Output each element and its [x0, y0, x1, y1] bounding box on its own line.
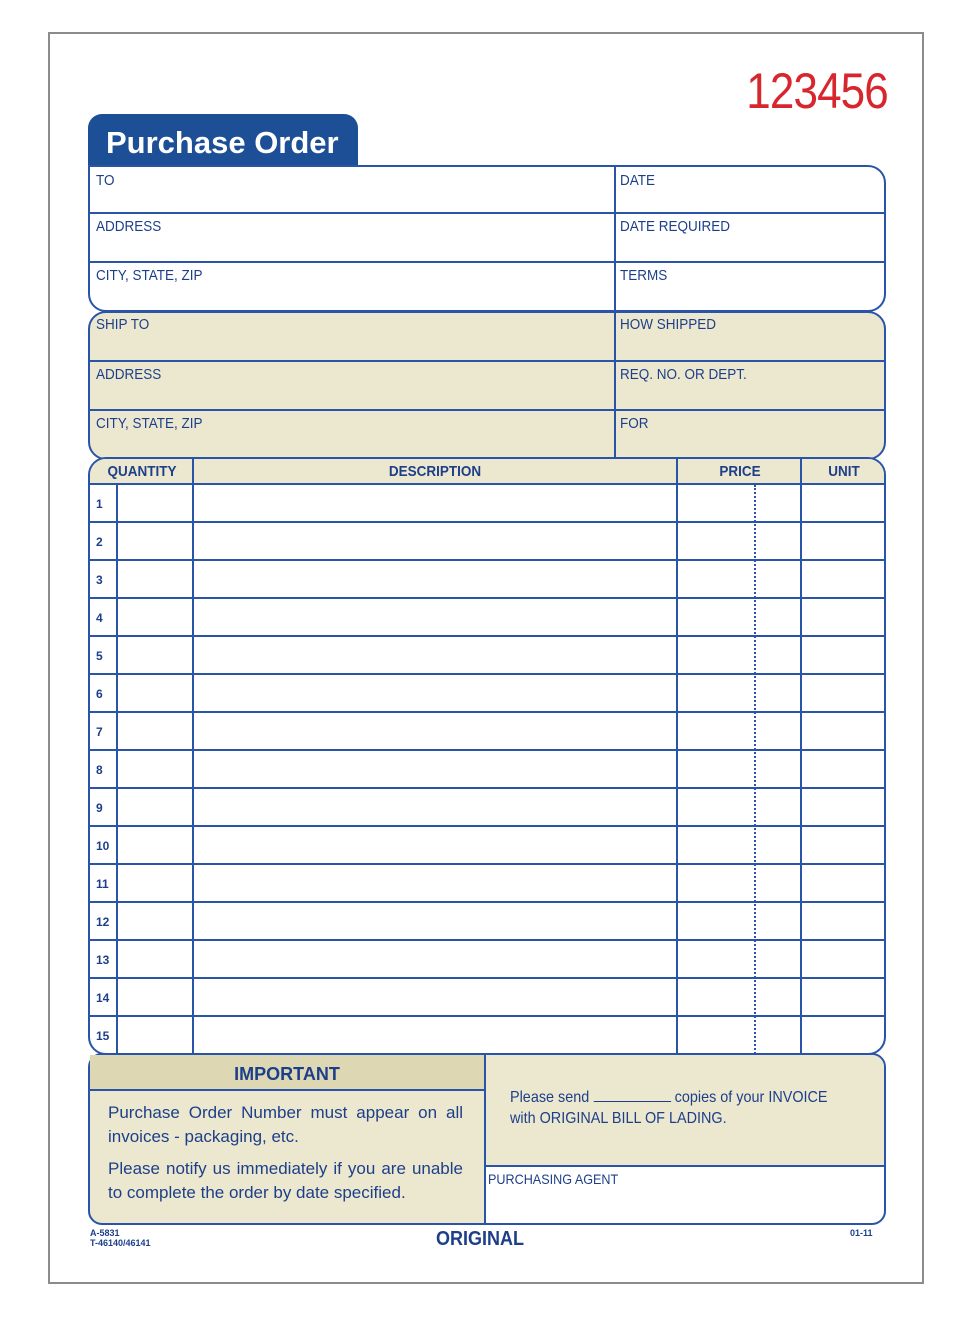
- divider: [90, 360, 884, 362]
- row-number: 13: [96, 953, 110, 967]
- table-row[interactable]: [90, 523, 884, 561]
- ship-address-field[interactable]: ADDRESS: [96, 366, 162, 383]
- important-heading: IMPORTANT: [90, 1055, 484, 1091]
- row-number: 10: [96, 839, 110, 853]
- purchasing-agent-field[interactable]: PURCHASING AGENT: [488, 1171, 619, 1187]
- for-field[interactable]: FOR: [620, 415, 649, 432]
- vendor-section: [88, 165, 886, 312]
- invoice-section: [484, 1053, 886, 1225]
- form-code-2: T-46140/46141: [90, 1238, 151, 1248]
- table-row[interactable]: [90, 789, 884, 827]
- po-number: 123456: [746, 63, 888, 119]
- divider: [90, 212, 884, 214]
- row-number: 9: [96, 801, 103, 815]
- table-row[interactable]: [90, 485, 884, 523]
- table-row[interactable]: [90, 979, 884, 1017]
- table-row[interactable]: [90, 561, 884, 599]
- row-number: 3: [96, 573, 103, 587]
- date-required-field[interactable]: DATE REQUIRED: [620, 218, 731, 235]
- table-row[interactable]: [90, 637, 884, 675]
- to-field[interactable]: TO: [96, 172, 115, 189]
- revision-code: 01-11: [850, 1228, 873, 1238]
- shipping-section: [88, 311, 886, 460]
- row-number: 8: [96, 763, 103, 777]
- copy-label: ORIGINAL: [436, 1228, 525, 1250]
- row-number: 2: [96, 535, 103, 549]
- row-number: 7: [96, 725, 103, 739]
- ship-to-field[interactable]: SHIP TO: [96, 316, 150, 333]
- vendor-address-field[interactable]: ADDRESS: [96, 218, 162, 235]
- important-section: [88, 1053, 486, 1225]
- price-cents-divider: [754, 485, 756, 1055]
- important-note-2: Please notify us immediately if you are unable to complete the order by date specified.: [108, 1159, 463, 1202]
- row-number: 1: [96, 497, 103, 511]
- items-table: [88, 457, 886, 1055]
- invoice-instructions: [486, 1055, 884, 1167]
- divider: [90, 409, 884, 411]
- unit-header: UNIT: [828, 463, 860, 480]
- row-number: 14: [96, 991, 110, 1005]
- invoice-line-2: with ORIGINAL BILL OF LADING.: [510, 1110, 727, 1127]
- column-divider: [800, 459, 802, 1055]
- table-row[interactable]: [90, 827, 884, 865]
- row-number: 11: [96, 877, 109, 891]
- ship-city-field[interactable]: CITY, STATE, ZIP: [96, 415, 203, 432]
- table-row[interactable]: [90, 865, 884, 903]
- row-number: 4: [96, 611, 103, 625]
- row-number: 15: [96, 1029, 110, 1043]
- quantity-header: QUANTITY: [107, 463, 177, 480]
- important-note-1: Purchase Order Number must appear on all invoices - packaging, etc.: [108, 1103, 463, 1146]
- column-divider: [116, 485, 118, 1055]
- divider: [614, 313, 616, 458]
- invoice-send-prefix: Please send: [510, 1089, 590, 1106]
- copies-blank[interactable]: [593, 1089, 670, 1102]
- description-header: DESCRIPTION: [388, 463, 482, 480]
- req-no-field[interactable]: REQ. NO. OR DEPT.: [620, 366, 747, 383]
- invoice-text: [510, 1087, 828, 1129]
- price-header: PRICE: [719, 463, 761, 480]
- column-divider: [192, 459, 194, 1055]
- divider: [614, 167, 616, 310]
- column-divider: [676, 459, 678, 1055]
- table-row[interactable]: [90, 1017, 884, 1055]
- form-code: A-5831: [90, 1228, 120, 1238]
- vendor-city-field[interactable]: CITY, STATE, ZIP: [96, 267, 203, 284]
- row-number: 6: [96, 687, 103, 701]
- table-row[interactable]: [90, 713, 884, 751]
- table-row[interactable]: [90, 903, 884, 941]
- how-shipped-field[interactable]: HOW SHIPPED: [620, 316, 717, 333]
- table-row[interactable]: [90, 599, 884, 637]
- form-title: Purchase Order: [88, 114, 358, 166]
- date-field[interactable]: DATE: [620, 172, 656, 189]
- table-row[interactable]: [90, 751, 884, 789]
- divider: [90, 261, 884, 263]
- table-header: [90, 459, 884, 485]
- table-row[interactable]: [90, 675, 884, 713]
- terms-field[interactable]: TERMS: [620, 267, 668, 284]
- row-number: 12: [96, 915, 110, 929]
- invoice-send-suffix: copies of your INVOICE: [674, 1089, 828, 1106]
- row-number: 5: [96, 649, 103, 663]
- table-row[interactable]: [90, 941, 884, 979]
